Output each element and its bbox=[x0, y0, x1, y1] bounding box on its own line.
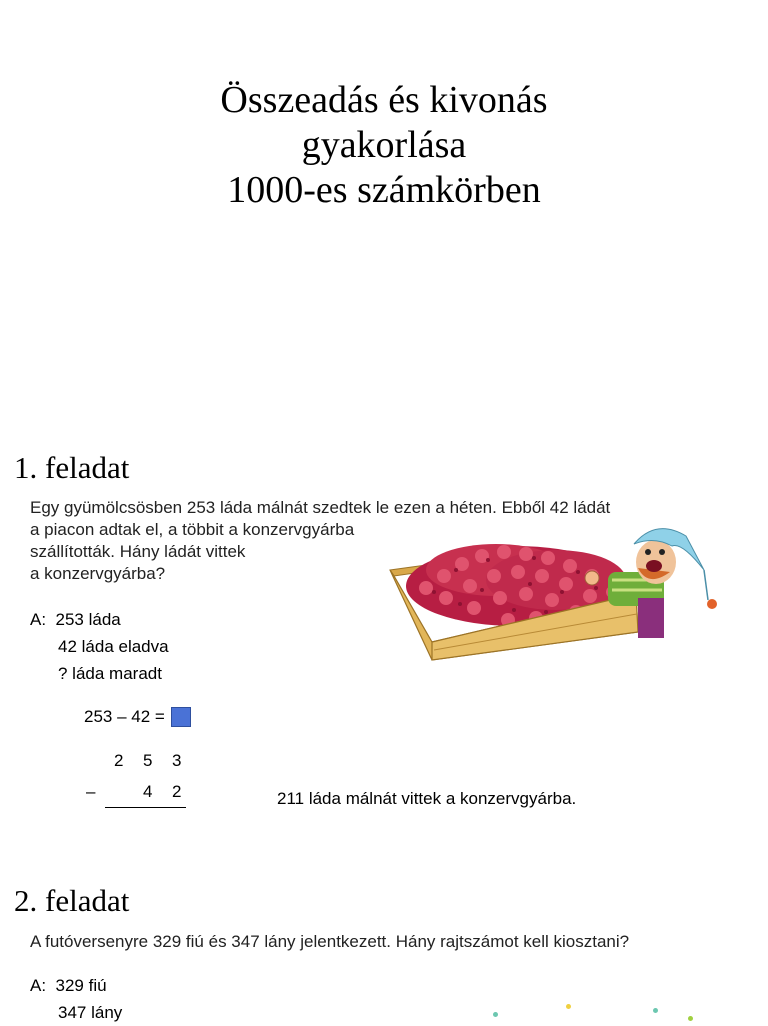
problem-line: a konzervgyárba? bbox=[30, 564, 166, 583]
page-title bbox=[0, 78, 768, 213]
problem-line: a piacon adtak el, a többit a konzervgyárba bbox=[30, 520, 355, 539]
subtraction-line bbox=[105, 807, 186, 808]
task-2-heading: 2. feladat bbox=[14, 883, 130, 918]
digit: 3 bbox=[172, 751, 182, 770]
task-2-given bbox=[30, 972, 122, 1026]
equation-text: 253 – 42 = bbox=[84, 707, 165, 726]
given-remaining: ? láda maradt bbox=[58, 664, 162, 683]
confetti-dot bbox=[493, 1012, 498, 1017]
confetti-dot bbox=[566, 1004, 571, 1009]
title-line-1: Összeadás és kivonás bbox=[220, 79, 548, 121]
given-label: A: bbox=[30, 610, 47, 629]
given-boys: 329 fiú bbox=[55, 976, 107, 995]
digit: 4 bbox=[143, 782, 153, 801]
answer-box[interactable] bbox=[171, 707, 191, 727]
problem-line: A futóversenyre 329 fiú és 347 lány jelentkezett. Hány rajtszámot kell kiosztani? bbox=[30, 932, 630, 951]
problem-line: Egy gyümölcsösben 253 láda málnát szedtek le ezen a héten. Ebből 42 ládát bbox=[30, 498, 611, 517]
title-line-3: 1000-es számkörben bbox=[227, 169, 541, 211]
task-2-problem bbox=[30, 931, 629, 953]
digit: 5 bbox=[143, 751, 153, 770]
written-subtraction-top bbox=[114, 751, 201, 771]
title-line-2: gyakorlása bbox=[301, 124, 467, 166]
given-sold: 42 láda eladva bbox=[58, 637, 169, 656]
given-total: 253 láda bbox=[55, 610, 121, 629]
written-subtraction-bottom bbox=[143, 782, 201, 802]
minus-sign: – bbox=[86, 782, 96, 801]
given-label: A: bbox=[30, 976, 47, 995]
digit: 2 bbox=[172, 782, 182, 801]
digit: 2 bbox=[114, 751, 124, 770]
confetti-dot bbox=[653, 1008, 658, 1013]
task-1-equation bbox=[84, 707, 191, 727]
task-1-answer: 211 láda málnát vittek a konzervgyárba. bbox=[277, 789, 577, 808]
task-1-given bbox=[30, 606, 169, 687]
confetti-dot bbox=[688, 1016, 693, 1021]
given-girls: 347 lány bbox=[58, 1003, 123, 1022]
problem-line: szállították. Hány ládát vittek bbox=[30, 542, 246, 561]
raspberry-crate-illustration bbox=[386, 528, 726, 664]
task-1-heading: 1. feladat bbox=[14, 450, 130, 485]
